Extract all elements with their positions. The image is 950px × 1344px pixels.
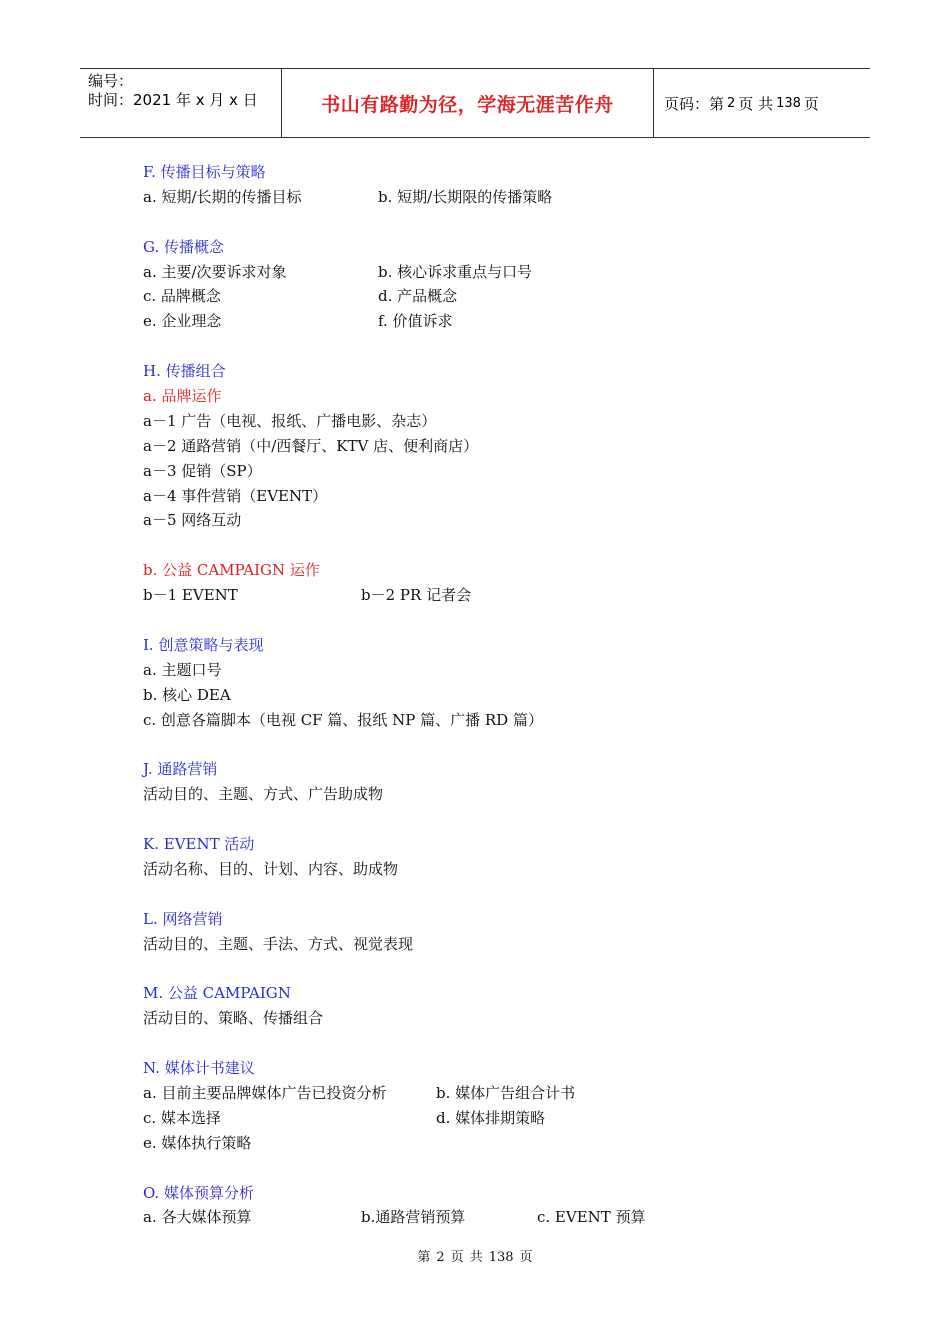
section-title-o: O. 媒体预算分析	[143, 1183, 254, 1202]
footer-word: 共	[469, 1250, 483, 1265]
footer-word: 页	[519, 1250, 533, 1265]
list-item: c. 品牌概念	[143, 287, 221, 306]
section-title-l: L. 网络营销	[143, 909, 223, 928]
page-total: 138	[776, 95, 801, 111]
time-line: 时间：2021 年 x 月 x 日	[88, 91, 258, 109]
list-item: c. 创意各篇脚本（电视 CF 篇、报纸 NP 篇、广播 RD 篇）	[143, 710, 543, 729]
page-footer	[0, 1246, 950, 1265]
section-title-f: F. 传播目标与策略	[143, 163, 266, 181]
header-motto: 书山有路勤为径，学海无涯苦作舟	[321, 93, 614, 116]
section-title-k: K. EVENT 活动	[143, 835, 255, 854]
page-current: 2	[727, 95, 736, 111]
list-item: a. 短期/长期的传播目标	[143, 187, 302, 206]
list-item: b. 核心诉求重点与口号	[378, 262, 533, 281]
section-title-j: J. 通路营销	[143, 760, 218, 779]
list-row	[143, 284, 843, 309]
list-item: a. 各大媒体预算	[143, 1208, 252, 1227]
list-item: b.通路营销预算	[361, 1208, 466, 1227]
number-label: 编号：	[88, 72, 134, 90]
list-item: a－3 促销（SP）	[143, 461, 262, 480]
section-text: 活动目的、策略、传播组合	[143, 1009, 324, 1028]
list-item: d. 媒体排期策略	[436, 1108, 546, 1127]
list-item: a－1 广告（电视、报纸、广播电影、杂志）	[143, 411, 437, 430]
footer-page-total: 138	[488, 1250, 514, 1265]
page-suffix: 页	[803, 94, 819, 113]
list-item: d. 产品概念	[378, 287, 458, 306]
section-text: 活动目的、主题、方式、广告助成物	[143, 785, 384, 804]
list-item: b. 核心 DEA	[143, 685, 231, 704]
section-title-g: G. 传播概念	[143, 237, 224, 256]
page-mid: 页 共	[738, 94, 774, 113]
footer-page-current: 2	[436, 1250, 445, 1265]
list-item: b. 短期/长期限的传播策略	[378, 187, 553, 206]
list-item: f. 价值诉求	[378, 312, 453, 331]
list-row	[143, 185, 843, 210]
list-item: a－2 通路营销（中/西餐厅、KTV 店、便利商店）	[143, 436, 479, 455]
header-page-number	[664, 69, 819, 137]
list-row	[143, 1081, 843, 1106]
header-meta	[88, 72, 258, 110]
subsection-title: b. 公益 CAMPAIGN 运作	[143, 561, 320, 580]
footer-word: 第	[417, 1250, 431, 1265]
list-item: c. 媒本选择	[143, 1108, 221, 1127]
list-row	[143, 1205, 843, 1230]
footer-word: 页	[450, 1250, 464, 1265]
list-row	[143, 583, 843, 608]
list-row	[143, 260, 843, 285]
section-title-i: I. 创意策略与表现	[143, 635, 264, 654]
list-item: a－5 网络互动	[143, 511, 242, 530]
document-body	[143, 160, 843, 1230]
list-item: b. 媒体广告组合计书	[436, 1083, 576, 1102]
page-prefix: 页码：第	[664, 94, 725, 113]
header-divider	[653, 69, 654, 137]
list-row	[143, 309, 843, 334]
list-item: a－4 事件营销（EVENT）	[143, 486, 328, 505]
subsection-title: a. 品牌运作	[143, 387, 222, 406]
list-item: e. 媒体执行策略	[143, 1133, 252, 1152]
section-text: 活动名称、目的、计划、内容、助成物	[143, 859, 399, 878]
list-item: b－1 EVENT	[143, 586, 238, 605]
list-item: b－2 PR 记者会	[361, 586, 472, 605]
page-header	[80, 68, 870, 138]
list-row	[143, 1106, 843, 1131]
section-title-h: H. 传播组合	[143, 362, 226, 381]
section-title-m: M. 公益 CAMPAIGN	[143, 984, 291, 1003]
section-title-n: N. 媒体计书建议	[143, 1059, 255, 1078]
list-item: a. 主要/次要诉求对象	[143, 262, 287, 281]
list-item: e. 企业理念	[143, 312, 222, 331]
list-item: c. EVENT 预算	[537, 1208, 646, 1227]
list-item: a. 目前主要品牌媒体广告已投资分析	[143, 1083, 387, 1102]
list-item: a. 主题口号	[143, 660, 222, 679]
section-text: 活动目的、主题、手法、方式、视觉表现	[143, 934, 414, 953]
